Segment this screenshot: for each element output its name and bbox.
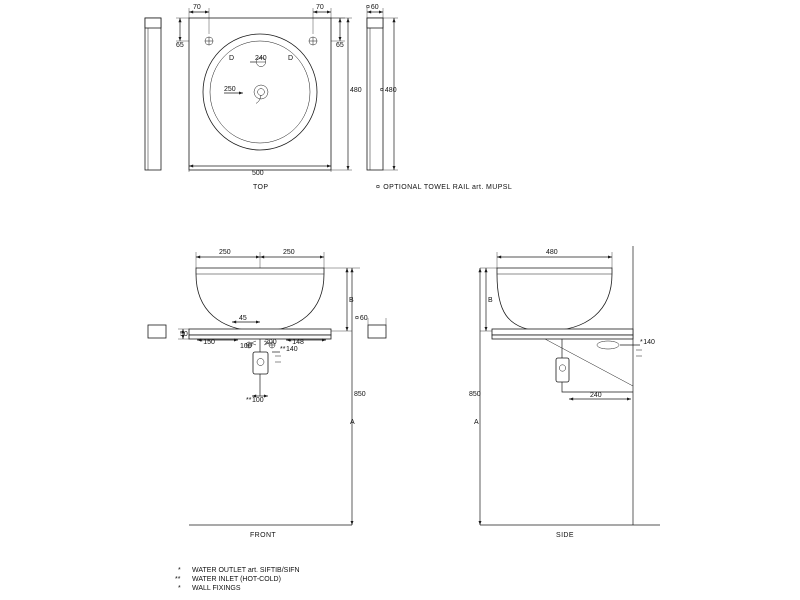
side-wall-fixing [597,341,619,349]
front-dim-140: **140 [280,346,298,353]
front-dim-45: 45 [239,315,247,322]
top-dim-250: 250 [224,86,236,93]
front-dim-B: B [349,297,354,304]
top-left-panel-cap [145,18,161,28]
view-front [148,249,386,539]
front-dim-150: *150 [200,339,215,346]
legend-mark-1: ** [175,576,181,583]
legend-text-2: WALL FIXINGS [192,585,241,592]
front-trap-body [253,352,268,374]
side-dim-140: *140 [640,339,655,346]
view-label-top: TOP [253,184,269,191]
side-apron [492,335,633,339]
view-side [469,246,660,539]
top-dim-240: 240 [255,55,267,62]
top-mark-d-right: D [288,55,294,62]
side-waste-pipe [562,382,633,392]
side-dim-480: 480 [546,249,558,256]
towel-rail-panel [367,18,383,170]
front-dim-100: 100 [240,343,252,350]
top-left-panel [145,18,161,170]
top-dim-right-65: 65 [336,42,344,49]
front-dim-200: 200 [265,339,277,346]
legend-mark-2: * [178,585,181,592]
side-basin-body [497,268,612,331]
side-dim-240: 240 [590,392,602,399]
view-label-front: FRONT [250,532,277,539]
side-dim-B: B [488,297,493,304]
side-dim-A: A [474,419,479,426]
top-dim-right-70: 70 [316,4,324,11]
legend [175,567,300,592]
top-dim-left-70: 70 [193,4,201,11]
front-dim-A: A [350,419,355,426]
towel-rail-cap [367,18,383,28]
front-dim-250-right: 250 [283,249,295,256]
view-label-side: SIDE [556,532,574,539]
front-deck [189,329,331,335]
view-top [145,4,362,191]
view-towel-rail [366,4,512,191]
top-dim-500: 500 [252,170,264,177]
front-dim-250-left: 250 [219,249,231,256]
front-basin-body [196,268,324,331]
legend-text-1: WATER INLET (HOT-COLD) [192,576,281,583]
top-mark-d-left: D [229,55,235,62]
legend-mark-0: * [178,567,181,574]
legend-text-0: WATER OUTLET art. SIFTIB/SIFN [192,567,300,574]
front-dim-rail-60: ¤60 [355,315,368,322]
front-dim-148: *148 [289,339,304,346]
towel-rail-dim-thickness: ¤60 [366,4,379,11]
front-wall-fixing-left [148,325,166,338]
towel-rail-dim-height: ¤480 [380,87,397,94]
side-dim-850: 850 [469,391,481,398]
top-dim-left-65: 65 [176,42,184,49]
top-dim-480: 480 [350,87,362,94]
front-dim-100-bottom: **100 [246,397,264,404]
towel-rail-label: ¤ OPTIONAL TOWEL RAIL art. MUPSL [376,184,513,191]
side-deck [492,329,633,335]
front-dim-850: 850 [354,391,366,398]
front-dim-50: 50 [180,331,188,338]
side-trap-body [556,358,569,382]
front-wall-fixing-right [368,325,386,338]
top-bowl-outer [203,34,317,150]
